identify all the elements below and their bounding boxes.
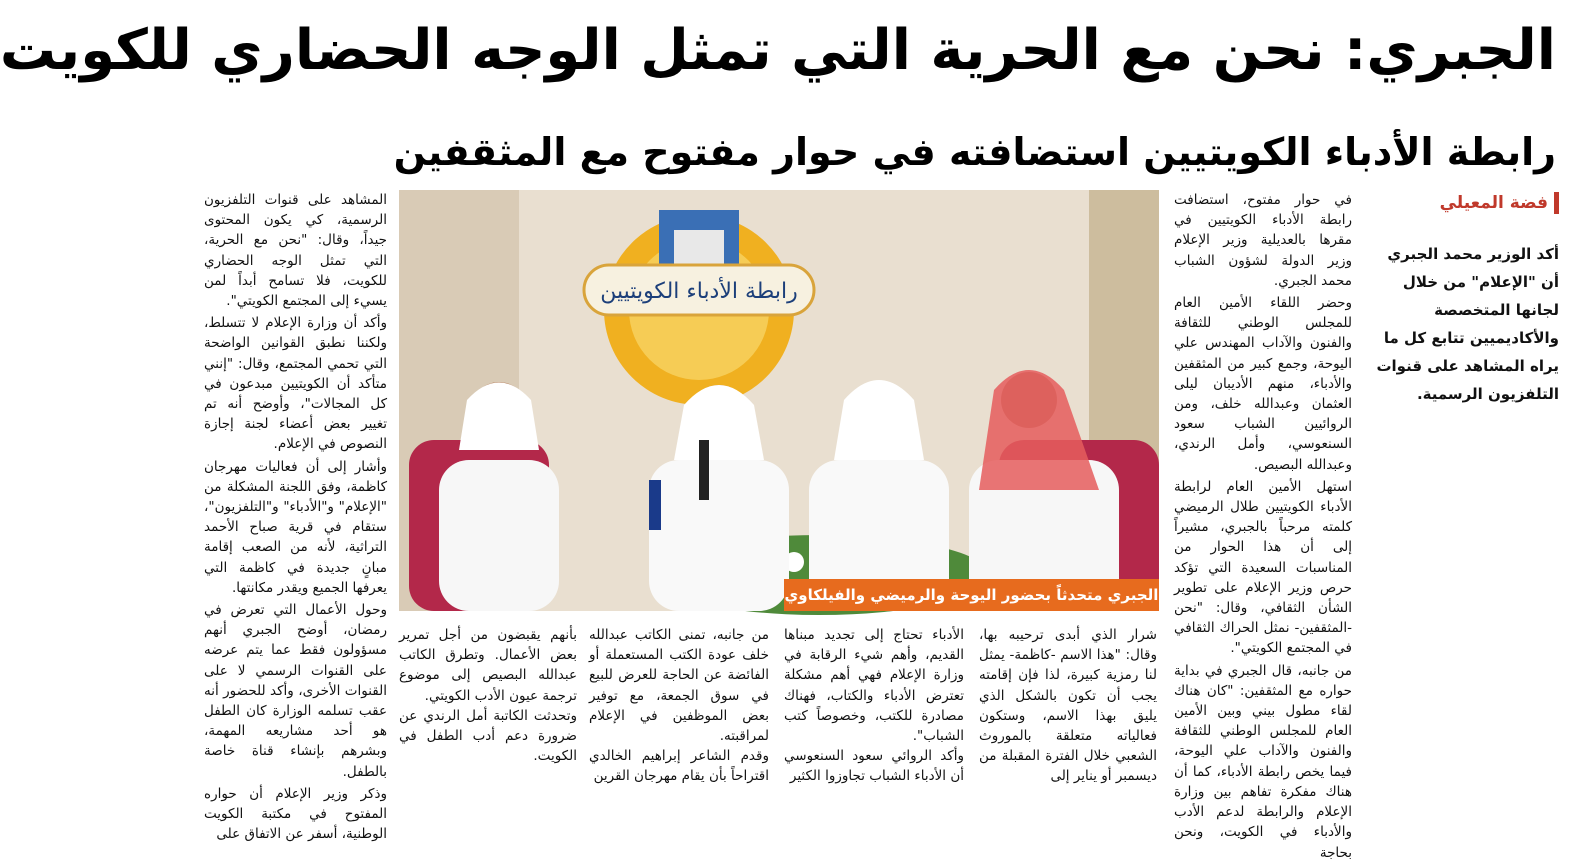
paragraph: وذكر وزير الإعلام أن حواره المفتوح في مكتبة الكويت الوطنية، أسفر عن الاتفاق على — [204, 785, 387, 843]
byline-accent-bar — [1554, 192, 1559, 214]
microphone-icon — [699, 440, 709, 500]
emblem-sign-text: رابطة الأدباء الكويتيين — [600, 279, 798, 304]
paragraph: في حوار مفتوح، استضافت رابطة الأدباء الكويتيين في مقرها بالعديلية وزير الإعلام وزير الدولة لشؤون الشباب محمد الجبري. — [1174, 192, 1352, 289]
subheadline: رابطة الأدباء الكويتيين استضافته في حوار مفتوح مع المثقفين — [393, 130, 1556, 174]
paragraph: وحضر اللقاء الأمين العام للمجلس الوطني للثقافة والفنون والآداب المهندس علي اليوحة، وجمع كبير من المثقفين والأدباء، منهم الأديبان ليلى العثمان وعبدالله خلف، ومن الروائيين الشباب سعود السنعوسي، وأمل الرندي، وعبدالله البصيص. — [1174, 295, 1352, 473]
lead-paragraph: أكد الوزير محمد الجبري أن "الإعلام" من خلال لجانها المتخصصة والأكاديميين تتابع كل ما يراه المشاهد على قنوات التلفزيون الرسمية. — [1376, 245, 1559, 403]
photo-caption: الجبري متحدثاً بحضور اليوحة والرميضي والفيلكاوي — [784, 579, 1159, 611]
article-photo — [399, 190, 1159, 611]
photo-illustration — [399, 190, 1159, 611]
bottom-column-3: من جانبه، تمنى الكاتب عبدالله خلف عودة الكتب المستعملة أو الفائضة عن الحاجة للعرض للبيع في سوق الجمعة، مع توفير بعض الموظفين في الإعلام لمراقبته. وقدم الشاعر إبراهيم الخالدي اقتراحاً بأن يقام مهرجان القرين — [589, 627, 769, 785]
bottom-column-4: بأنهم يقبضون من أجل تمرير بعض الأعمال. وتطرق الكاتب عبدالله البصيص إلى موضوع ترجمة عيون الأدب الكويتي. وتحدثت الكاتبة أمل الرندي عن ضرورة دعم أدب الطفل في الكويت. — [399, 627, 577, 765]
article-column-left — [204, 190, 387, 843]
bottom-column-1: شرار الذي أبدى ترحيبه بها، وقال: "هذا الاسم -كاظمة- يمثل لنا رمزية كبيرة، لذا فإن إقامته يجب أن تكون بالشكل الذي يليق بهذا الاسم، وستكون فعالياته متعلقة بالموروث الشعبي خلال الفترة المقبلة من ديسمبر أو يناير إلى — [979, 627, 1157, 785]
paragraph: المشاهد على قنوات التلفزيون الرسمية، كي يكون المحتوى جيداً، وقال: "نحن مع الحرية، التي تمثل الوجه الحضاري للكويت، فلا تسامح أبداً لمن يسيء إلى المجتمع الكويتي". — [204, 192, 387, 310]
byline — [1369, 192, 1559, 222]
article-column-right — [1174, 190, 1352, 861]
headline: الجبري: نحن مع الحرية التي تمثل الوجه الحضاري للكويت — [0, 18, 1556, 83]
byline-author: فضة المعيلي — [1439, 193, 1548, 213]
paragraph: استهل الأمين العام لرابطة الأدباء الكويتيين طلال الرميضي كلمته مرحباً بالجبري، مشيراً إلى أن هذا الحوار من المناسبات السعيدة التي تؤكد حرص وزير الإعلام على تطوير الشأن الثقافي، وقال: "نحن -المثقفين- نمثل الحراك الثقافي في المجتمع الكويتي". — [1174, 478, 1352, 657]
bottom-column-2: الأدباء تحتاج إلى تجديد مبناها القديم، وأهم شيء الرقابة في وزارة الإعلام فهي أهم مشكلة تعترض الأدباء والكتاب، فهناك مصادرة للكتب، وخصوصاً كتب الشباب". وأكد الروائي سعود السنعوسي أن الأدباء الشباب تجاوزوا الكثير — [784, 627, 964, 785]
paragraph: وأشار إلى أن فعاليات مهرجان كاظمة، وفق اللجنة المشكلة من "الإعلام" و"الأدباء" و"التلفزيون"، ستقام في قرية صباح الأحمد التراثية، لأنه من الصعب إقامة مبانٍ جديدة في كاظمة التي يعرفها الجميع ويقدر مكانتها. — [204, 458, 387, 596]
paragraph: وأكد أن وزارة الإعلام لا تتسلط، ولكننا نطبق القوانين الواضحة التي تحمي المجتمع، وقال: "إنني متأكد أن الكويتيين مبدعون في كل المجالات"، وأوضح أنه تم تغيير بعض أعضاء لجنة إجازة النصوص في الإعلام. — [204, 315, 387, 453]
paragraph: من جانبه، قال الجبري في بداية حواره مع المثقفين: "كان هناك لقاء مطول بيني وبين الأمين العام للمجلس الوطني للثقافة والفنون والآداب علي اليوحة، فيما يخص رابطة الأدباء، كما أن هناك مفكرة تفاهم بين وزارة الإعلام والرابطة لدعم الأدب والأدباء في الكويت، ونحن بحاجة — [1174, 662, 1352, 861]
microphone-icon — [649, 480, 661, 530]
paragraph: وحول الأعمال التي تعرض في رمضان، أوضح الجبري أنهم مسؤولون فقط عما يتم عرضه على القنوات الرسمي لا على القنوات الأخرى، وأكد للحضور أنه عقب تسلمه الوزارة كان الطفل هو أحد مشاريعه المهمة، وبشرهم بإنشاء قناة خاصة بالطفل. — [204, 602, 387, 780]
